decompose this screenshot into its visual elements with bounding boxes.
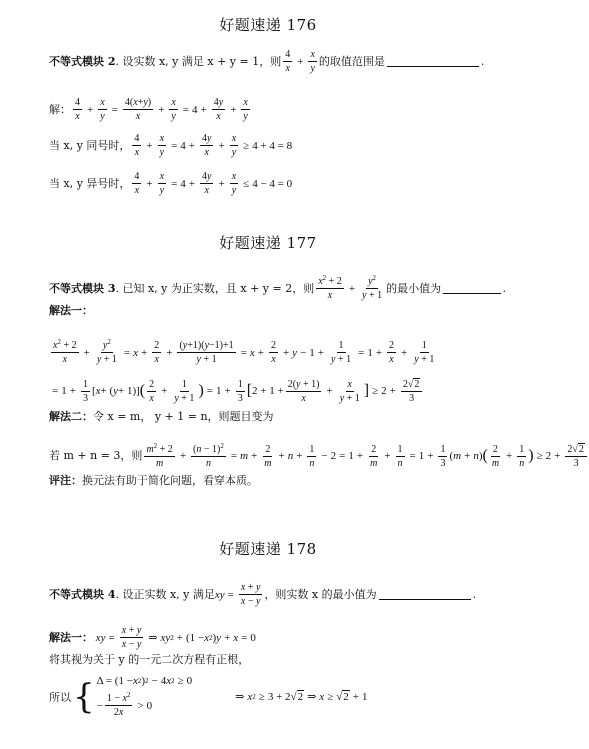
- problem-expression: xy = $\frac{x + y}{x - y}$: [214, 582, 261, 607]
- problem-end: .: [502, 281, 506, 295]
- method1-step1-177: [49, 340, 506, 365]
- step-expression: $\frac{m^2 + 2}{m}$ + $\frac{(n - 1)^2}{n}$ = m + $\frac{2}{m}$ + n + $\frac{1}{n}$ − 2 = 1 + $\frac{2}{m}$ + $\frac{1}{n}$ = 1 + $\frac{1}{3}$ ( m + n ) ( $\frac{2}{m}$ + $\frac{1}{n}$ ) ≥ 2 + $\frac{2√2}{3}$: [142, 443, 588, 469]
- comment-text: 换元法有助于简化问题，看穿本质。: [82, 474, 258, 487]
- section-title-178: 好题速递 178: [219, 540, 317, 558]
- problem-text: . 设实数 x, y 满足 x + y = 1，则: [115, 54, 282, 68]
- step-expression: = 1 + $\frac{1}{3}$ [ x + ( y + 1)] ( $\frac{2}{x}$ + $\frac{1}{y + 1}$ ) = 1 + $\frac{1}{3}$ [ 2 + 1 + $\frac{2(y + 1)}{x}$ + $\frac{x}{y + 1}$ ] ≥ 2 + $\frac{2√2}{3}$: [49, 378, 424, 404]
- case-label: 当 x, y 异号时，: [49, 176, 131, 190]
- method1-label-177: 解法一：: [49, 304, 93, 317]
- case-expression: $\frac{4}{x}$ + $\frac{x}{y}$ = 4 + $\frac{4y}{x}$ + $\frac{x}{y}$ ≥ 4 + 4 = 8: [134, 133, 293, 158]
- system-conditions: [97, 675, 193, 718]
- step-expression: xy = $\frac{x + y}{x - y}$ ⇒ xy 2 + (1 − x 2 ) y + x = 0: [93, 625, 256, 650]
- problem-tag: 不等式模块 3: [49, 281, 116, 295]
- section-title-177: 好题速递 177: [219, 234, 317, 252]
- solution-176: [49, 97, 506, 122]
- problem-end: .: [480, 54, 485, 68]
- case-label: 当 x, y 同号时，: [49, 138, 131, 152]
- case-expression: $\frac{4}{x}$ + $\frac{x}{y}$ = 4 + $\frac{4y}{x}$ + $\frac{x}{y}$ ≤ 4 − 4 = 0: [134, 171, 293, 196]
- answer-blank: [443, 283, 500, 294]
- method1-178: [49, 625, 506, 650]
- method-text: 令 x = m， y + 1 = n，则题目变为: [93, 410, 274, 423]
- problem-178: [49, 582, 506, 607]
- answer-blank: [379, 589, 471, 600]
- so-label: 所以: [49, 690, 71, 704]
- problem-text: ，则实数 x 的最小值为: [264, 587, 377, 601]
- case2-176: [49, 171, 506, 196]
- brace: {: [73, 676, 95, 717]
- condition-1: Δ = (1 − x 2 ) 2 − 4 x 2 ≥ 0: [96, 675, 193, 687]
- problem-text: . 设正实数 x, y 满足: [115, 587, 215, 601]
- problem-text: 的取值范围是: [318, 54, 385, 68]
- problem-tag: 不等式模块 2: [49, 54, 116, 68]
- condition-2: − $\frac{1 - x^2}{2x}$ > 0: [96, 691, 153, 718]
- solution-label: 解：: [49, 102, 71, 116]
- system-result: ⇒ x 2 ≥ 3 + 2 √ 2 ⇒ x ≥ √ 2 + 1: [235, 690, 368, 703]
- solution-expression: $\frac{4}{x}$ + $\frac{x}{y}$ = $\frac{4(x+y)}{x}$ + $\frac{x}{y}$ = 4 + $\frac{4y}{x}$ + $\frac{x}{y}$: [75, 97, 248, 122]
- view-text-178: 将其视为关于 y 的一元二次方程有正根，: [49, 653, 250, 666]
- section-title-176: 好题速递 176: [219, 16, 317, 34]
- problem-expression: $\frac{4}{x}$ + $\frac{x}{y}$: [285, 49, 315, 74]
- problem-tag: 不等式模块 4: [49, 587, 116, 601]
- problem-expression: $\frac{x^2 + 2}{x}$ + $\frac{y^2}{y + 1}$: [318, 274, 383, 301]
- problem-text: 的最小值为: [386, 281, 442, 295]
- method2-step-177: [49, 441, 584, 469]
- answer-blank: [387, 56, 479, 67]
- problem-text: . 已知 x, y 为正实数，且 x + y = 2，则: [115, 281, 315, 295]
- comment-label: 评注：: [49, 474, 82, 487]
- comment-177: [49, 474, 506, 488]
- method-condition: 若 m + n = 3，则: [49, 449, 143, 462]
- method2-177: [49, 410, 506, 424]
- problem-176: [49, 49, 506, 74]
- system-178: [49, 675, 368, 718]
- method1-step2-177: [49, 378, 506, 404]
- problem-end: .: [472, 587, 477, 601]
- method-label: 解法一：: [49, 630, 93, 644]
- method-label: 解法二：: [49, 410, 93, 423]
- problem-177: [49, 276, 506, 301]
- step-expression: $\frac{x^2 + 2}{x}$ + $\frac{y^2}{y + 1}$ = x + $\frac{2}{x}$ + $\frac{(y+1)(y-1)+1}{y + 1}$ = x + $\frac{2}{x}$ + y − 1 + $\frac{1}{y + 1}$ = 1 + $\frac{2}{x}$ + $\frac{1}{y + 1}$: [53, 338, 435, 365]
- case1-176: [49, 133, 506, 158]
